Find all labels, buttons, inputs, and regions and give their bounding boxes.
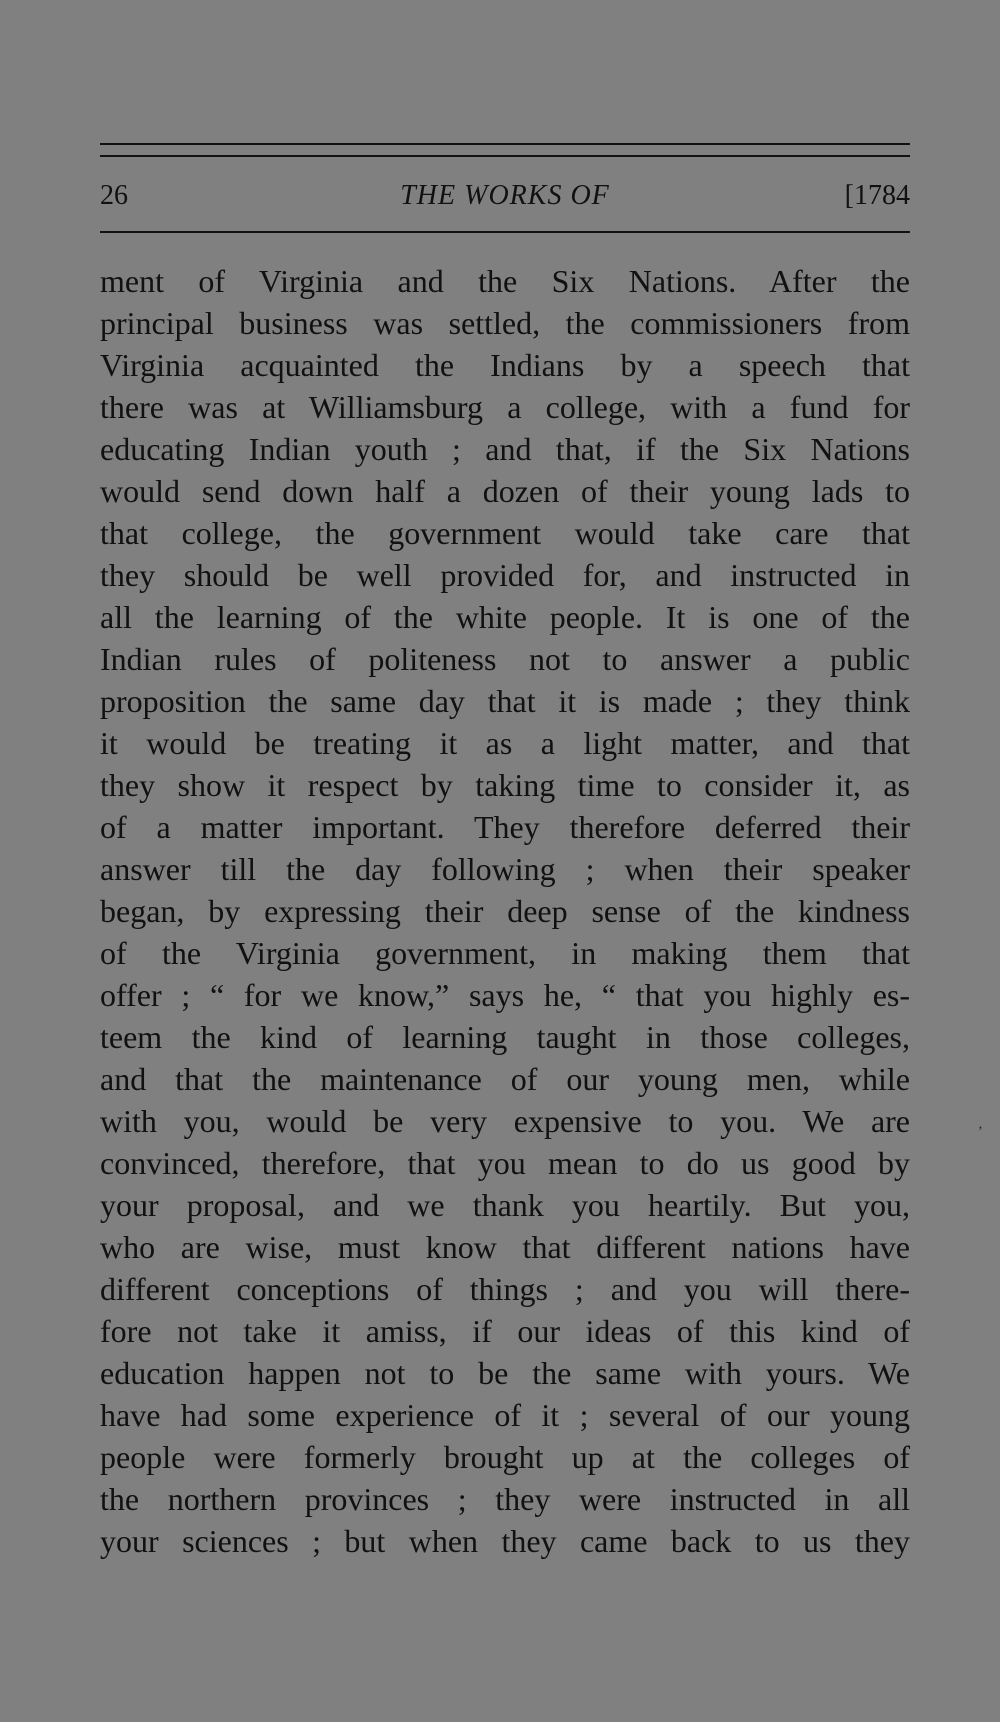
text-line: who are wise, must know that different nations have (100, 1229, 910, 1265)
text-line: there was at Williamsburg a college, with a fund for (100, 389, 910, 425)
text-line: all the learning of the white people. It is one of the (100, 599, 910, 635)
text-line: the northern provinces ; they were instructed in all (100, 1481, 910, 1517)
text-line: that college, the government would take care that (100, 515, 910, 551)
text-line: answer till the day following ; when their speaker (100, 851, 910, 887)
body-text (100, 260, 910, 1562)
text-line: began, by expressing their deep sense of the kindness (100, 893, 910, 929)
text-line: ment of Virginia and the Six Nations. After the (100, 263, 910, 299)
text-line: people were formerly brought up at the colleges of (100, 1439, 910, 1475)
margin-mark: ‚ (978, 1117, 983, 1132)
text-line: of the Virginia government, in making them that (100, 935, 910, 971)
text-line: your sciences ; but when they came back to us they (100, 1523, 910, 1559)
page-number: 26 (100, 180, 128, 211)
text-line: with you, would be very expensive to you. We are (100, 1103, 910, 1139)
text-line: education happen not to be the same with yours. We (100, 1355, 910, 1391)
second-top-rule (100, 155, 910, 157)
text-line: would send down half a dozen of their young lads to (100, 473, 910, 509)
text-line: it would be treating it as a light matter, and that (100, 725, 910, 761)
text-line: teem the kind of learning taught in those colleges, (100, 1019, 910, 1055)
header-rule (100, 231, 910, 233)
text-line: Indian rules of politeness not to answer a public (100, 641, 910, 677)
year-mark: [1784 (844, 180, 910, 211)
text-line: Virginia acquainted the Indians by a speech that (100, 347, 910, 383)
text-line: of a matter important. They therefore deferred their (100, 809, 910, 845)
text-line: they show it respect by taking time to consider it, as (100, 767, 910, 803)
text-line: different conceptions of things ; and you will there- (100, 1271, 910, 1307)
text-line: proposition the same day that it is made ; they think (100, 683, 910, 719)
text-line: offer ; “ for we know,” says he, “ that you highly es- (100, 977, 910, 1013)
text-line: educating Indian youth ; and that, if the Six Nations (100, 431, 910, 467)
running-title: THE WORKS OF (400, 180, 610, 211)
text-line: fore not take it amiss, if our ideas of this kind of (100, 1313, 910, 1349)
text-line: they should be well provided for, and instructed in (100, 557, 910, 593)
top-rule (100, 143, 910, 145)
text-line: have had some experience of it ; several of our young (100, 1397, 910, 1433)
text-line: principal business was settled, the commissioners from (100, 305, 910, 341)
running-head (100, 176, 910, 216)
text-line: convinced, therefore, that you mean to do us good by (100, 1145, 910, 1181)
text-line: your proposal, and we thank you heartily. But you, (100, 1187, 910, 1223)
text-line: and that the maintenance of our young men, while (100, 1061, 910, 1097)
